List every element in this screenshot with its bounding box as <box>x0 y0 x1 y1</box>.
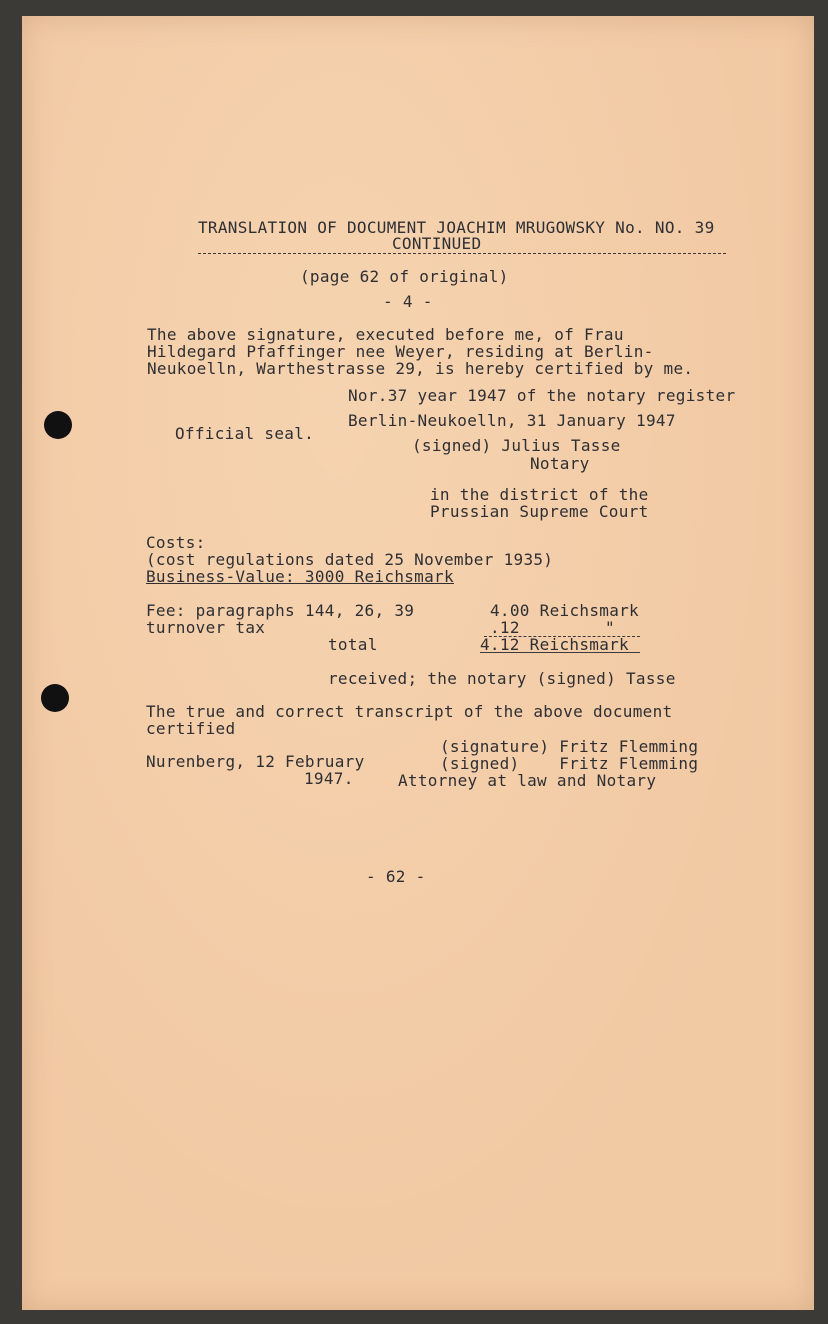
tax-amount: .12 <box>490 618 520 637</box>
received-line: received; the notary (signed) Tasse <box>328 669 676 688</box>
notary-title: Notary <box>530 454 590 473</box>
fee-amount: 4.00 Reichsmark <box>490 601 639 620</box>
cert-line-3: Neukoelln, Warthestrasse 29, is hereby certified by me. <box>147 359 694 378</box>
tax-label: turnover tax <box>146 618 266 637</box>
signature-line-2: (signed) Fritz Flemming <box>440 754 699 773</box>
transcript-place: Nurenberg, 12 February <box>146 752 365 771</box>
signature-line-1: (signature) Fritz Flemming <box>440 737 699 756</box>
punch-hole-top <box>44 411 72 439</box>
place-date: Berlin-Neukoelln, 31 January 1947 <box>348 411 676 430</box>
fee-label: Fee: paragraphs 144, 26, 39 <box>146 601 415 620</box>
transcript-line-1: The true and correct transcript of the above document <box>146 702 673 721</box>
official-seal: Official seal. <box>175 424 315 443</box>
total-amount: 4.12 Reichsmark <box>480 635 629 654</box>
notary-register: Nor.37 year 1947 of the notary register <box>348 386 736 405</box>
transcript-year: 1947. <box>304 769 354 788</box>
punch-hole-bottom <box>41 684 69 712</box>
document-title: TRANSLATION OF DOCUMENT JOACHIM MRUGOWSKY No. NO. 39 <box>198 218 715 237</box>
total-underline <box>480 652 640 653</box>
cert-line-1: The above signature, executed before me, of Frau <box>147 325 624 344</box>
page-number: - 4 - <box>383 292 433 311</box>
footer-page-number: - 62 - <box>366 867 426 886</box>
district-line-2: Prussian Supreme Court <box>430 502 649 521</box>
attorney-title: Attorney at law and Notary <box>398 771 657 790</box>
cost-regulations: (cost regulations dated 25 November 1935) <box>146 550 554 569</box>
total-label: total <box>328 635 378 654</box>
title-underline <box>198 253 726 254</box>
cert-line-2: Hildegard Pfaffinger nee Weyer, residing at Berlin- <box>147 342 654 361</box>
signed-tasse: (signed) Julius Tasse <box>412 436 621 455</box>
tax-unit: " <box>605 618 615 637</box>
document-subtitle: CONTINUED <box>392 234 482 253</box>
business-value: Business-Value: 3000 Reichsmark <box>146 567 454 586</box>
district-line-1: in the district of the <box>430 485 649 504</box>
document-page <box>22 16 814 1310</box>
transcript-line-2: certified <box>146 719 236 738</box>
page-reference: (page 62 of original) <box>300 267 509 286</box>
costs-label: Costs: <box>146 533 206 552</box>
